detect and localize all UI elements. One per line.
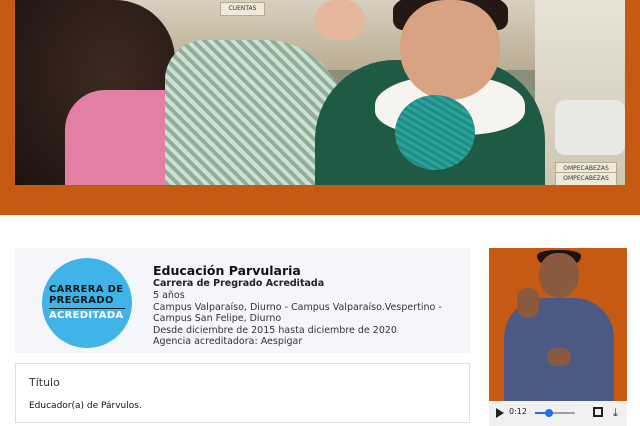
program-years: 5 años <box>153 290 185 301</box>
photo-yarn-ball <box>395 95 475 170</box>
accreditation-badge <box>42 258 132 348</box>
degree-label: Título <box>29 376 60 389</box>
program-campus: Campus Valparaíso, Diurno - Campus Valparaíso.Vespertino - <box>153 301 442 313</box>
badge-line-accent: ACREDITADA <box>49 310 124 321</box>
video-frame[interactable] <box>489 248 627 401</box>
photo-child-arm <box>315 0 365 40</box>
program-period: Desde diciembre de 2015 hasta diciembre de 2020 <box>153 324 397 336</box>
video-time: 0:12 <box>509 407 527 416</box>
shelf-label: OMPECABEZAS <box>555 172 617 185</box>
video-signer-hand <box>547 348 571 366</box>
program-card <box>15 248 470 353</box>
seek-knob[interactable] <box>545 409 553 417</box>
shelf-label: OMPECABEZAS <box>555 162 617 176</box>
play-icon[interactable] <box>496 408 504 418</box>
sign-language-video[interactable] <box>489 248 627 426</box>
video-signer-hand <box>517 288 539 318</box>
shelf-label: CUENTAS <box>220 2 265 16</box>
download-icon[interactable]: ⤓ <box>613 406 618 419</box>
degree-box <box>15 363 470 423</box>
badge-line: CARRERA DE <box>49 284 124 295</box>
photo-toy <box>555 100 625 155</box>
program-subtitle: Carrera de Pregrado Acreditada <box>153 278 325 289</box>
program-info <box>153 263 463 348</box>
program-agency: Agencia acreditadora: Aespigar <box>153 336 303 348</box>
badge-line: PREGRADO <box>49 295 125 309</box>
degree-value: Educador(a) de Párvulos. <box>29 401 142 411</box>
hero-photo <box>15 0 625 185</box>
photo-right-shelf <box>535 0 625 185</box>
video-controls <box>489 401 627 426</box>
fullscreen-icon[interactable] <box>593 407 603 417</box>
program-campus: Campus San Felipe, Diurno <box>153 313 282 325</box>
photo-teacher-face <box>400 0 500 100</box>
program-title: Educación Parvularia <box>153 263 301 278</box>
video-signer-head <box>539 253 579 298</box>
